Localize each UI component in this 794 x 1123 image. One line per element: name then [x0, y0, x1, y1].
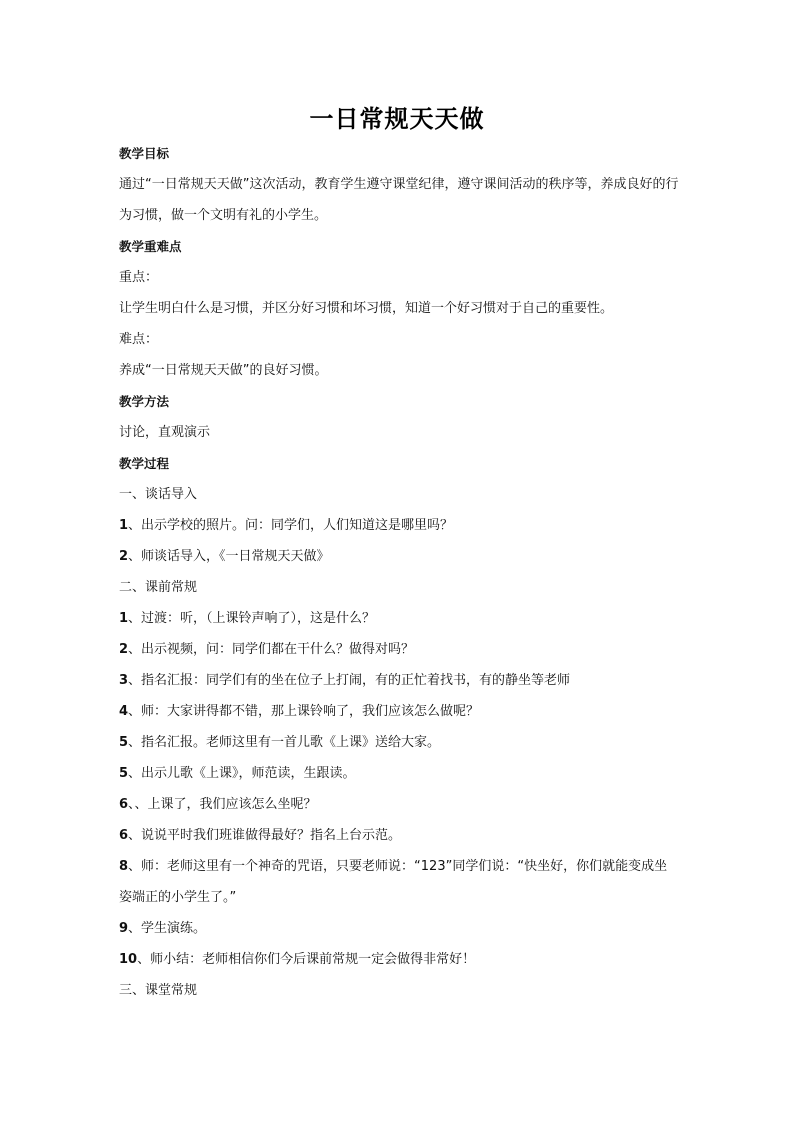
list-item	[119, 762, 679, 793]
item-text: 、师：大家讲得都不错，那上课铃响了，我们应该怎么做呢？	[128, 704, 480, 719]
list-item	[119, 607, 679, 638]
list-item	[119, 948, 679, 979]
item-number: 5	[119, 735, 129, 750]
key-label: 重点：	[119, 270, 159, 285]
part1-title: 一、谈话导入	[119, 487, 198, 502]
item-number: 5	[119, 766, 129, 781]
item-text: 、说说平时我们班谁做得最好？指名上台示范。	[128, 828, 402, 843]
item-text: 、出示儿歌《上课》，师范读，生跟读。	[128, 766, 356, 781]
item-text: 、过渡：听，（上课铃声响了），这是什么？	[128, 611, 376, 626]
list-item	[119, 545, 679, 576]
item-text: 、师：老师这里有一个神奇的咒语，只要老师说：“123”同学们说：“快坐好，你们就能变成坐姿端正的小学生了。”	[119, 859, 668, 905]
item-number: 9	[119, 921, 129, 936]
method-heading: 教学方法	[119, 394, 170, 409]
item-text: 、出示学校的照片。问：同学们，人们知道这是哪里吗？	[128, 518, 454, 533]
document-title: 一日常规天天做	[309, 105, 485, 133]
difficulty-text: 养成“一日常规天天做”的良好习惯。	[119, 363, 328, 378]
document-body	[119, 142, 679, 1010]
list-item	[119, 700, 679, 731]
item-number: 2	[119, 549, 129, 564]
item-number: 2	[119, 642, 129, 657]
objective-heading: 教学目标	[119, 146, 170, 161]
process-heading: 教学过程	[119, 456, 170, 471]
part3-title: 三、课堂常规	[119, 983, 198, 998]
item-number: 1	[119, 518, 129, 533]
item-text: 、学生演练。	[128, 921, 207, 936]
item-number: 6	[119, 797, 129, 812]
list-item	[119, 514, 679, 545]
item-text: 、指名汇报：同学们有的坐在位子上打闹，有的正忙着找书，有的静坐等老师	[128, 673, 571, 688]
item-number: 8	[119, 859, 129, 874]
item-text: 、出示视频，问：同学们都在干什么？做得对吗？	[128, 642, 415, 657]
item-text: 、师谈话导入，《一日常规天天做》	[128, 549, 330, 564]
item-number: 3	[119, 673, 129, 688]
list-item	[119, 638, 679, 669]
item-number: 1	[119, 611, 129, 626]
list-item	[119, 917, 679, 948]
list-item	[119, 793, 679, 824]
list-item	[119, 851, 679, 913]
list-item	[119, 731, 679, 762]
item-number: 6	[119, 828, 129, 843]
item-text: 、师小结：老师相信你们今后课前常规一定会做得非常好！	[137, 952, 476, 967]
key-heading: 教学重难点	[119, 239, 182, 254]
objective-text: 通过“一日常规天天做”这次活动，教育学生遵守课堂纪律，遵守课间活动的秩序等，养成良好的行为习惯，做一个文明有礼的小学生。	[119, 177, 679, 223]
key-text: 让学生明白什么是习惯，并区分好习惯和坏习惯，知道一个好习惯对于自己的重要性。	[119, 301, 614, 316]
method-text: 讨论，直观演示	[119, 425, 211, 440]
item-number: 4	[119, 704, 129, 719]
item-text: 、指名汇报。老师这里有一首儿歌《上课》送给大家。	[128, 735, 441, 750]
difficulty-label: 难点：	[119, 332, 159, 347]
item-text: 、、上课了，我们应该怎么坐呢？	[128, 797, 317, 812]
item-number: 10	[119, 952, 138, 967]
part2-title: 二、课前常规	[119, 580, 198, 595]
list-item	[119, 669, 679, 700]
